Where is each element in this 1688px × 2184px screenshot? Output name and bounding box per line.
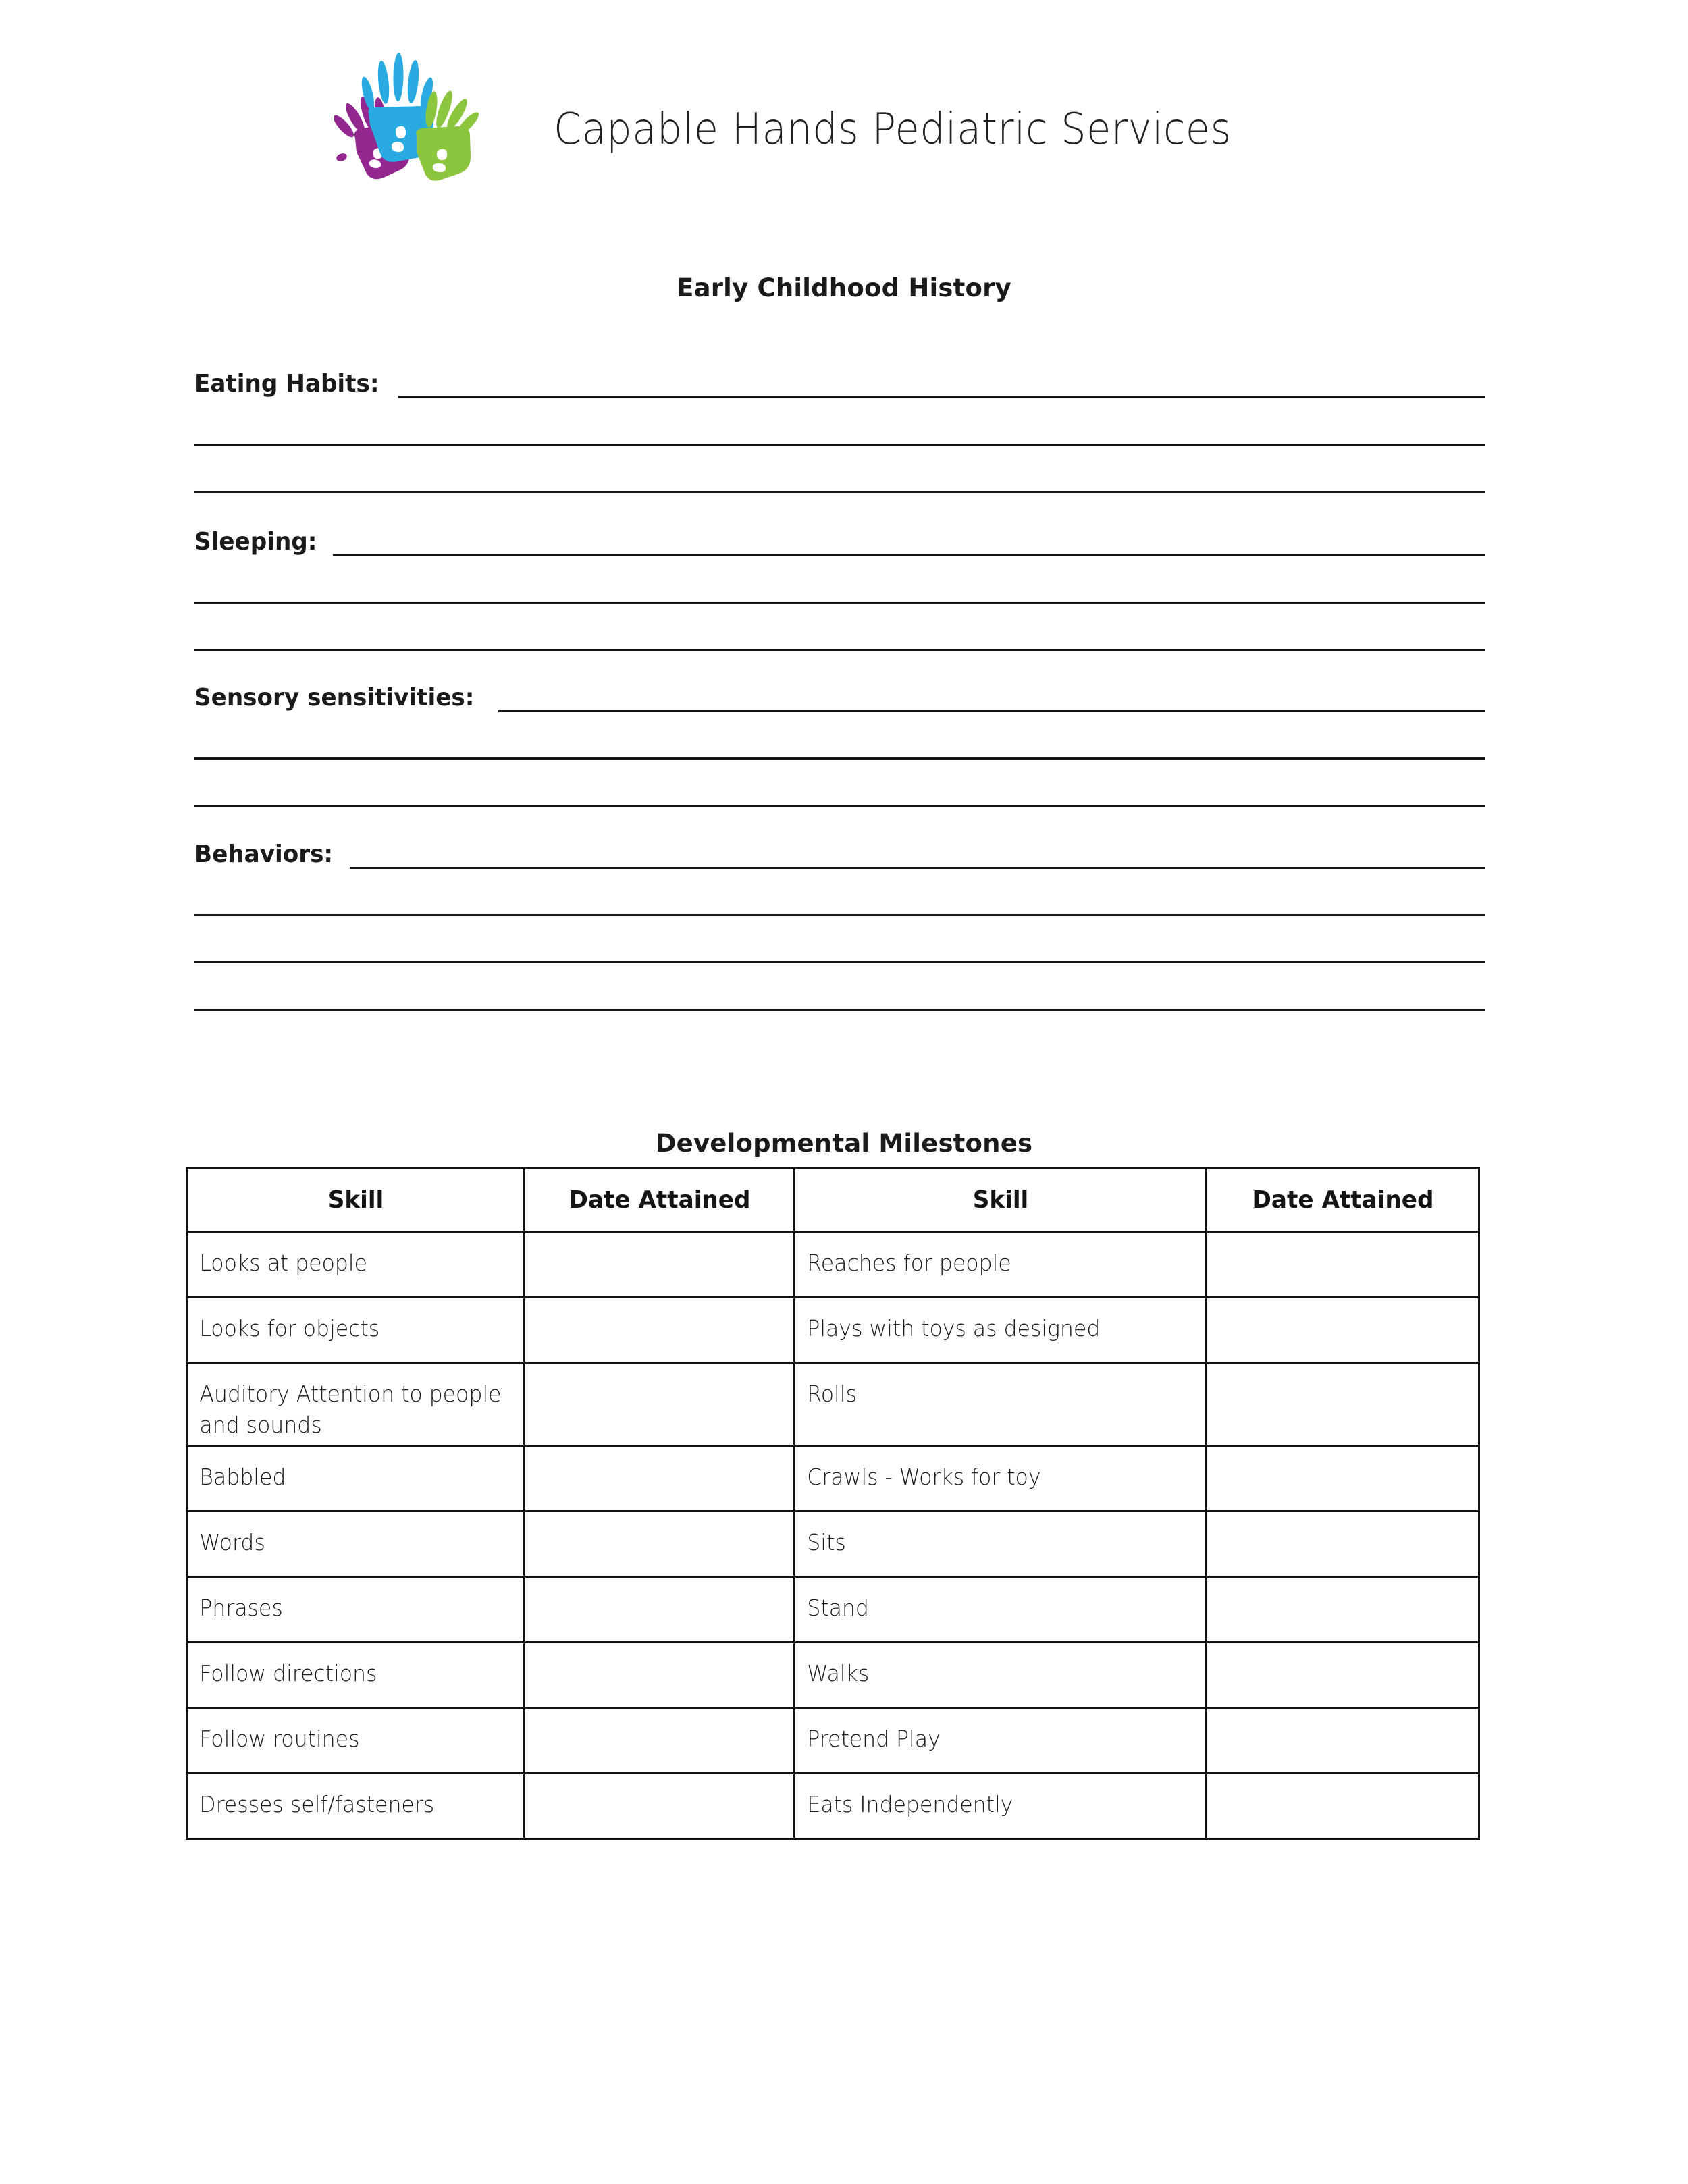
cell-skill-left-text: Follow directions bbox=[199, 1660, 377, 1686]
developmental-milestones-table bbox=[186, 1167, 1480, 1840]
cell-skill-left-text: Dresses self/fasteners bbox=[199, 1791, 435, 1817]
cell-skill-left bbox=[187, 1298, 525, 1363]
column-header-date-attained-left: Date Attained bbox=[531, 1168, 788, 1232]
cell-skill-right-text: Eats Independently bbox=[807, 1791, 1013, 1817]
cell-skill-right-text: Pretend Play bbox=[807, 1726, 941, 1752]
cell-date-attained-left-text bbox=[525, 1364, 783, 1379]
cell-date-attained-right[interactable] bbox=[1207, 1298, 1479, 1363]
cell-skill-left-text: Phrases bbox=[199, 1595, 283, 1621]
cell-skill-left bbox=[187, 1232, 525, 1298]
field-behaviors-row bbox=[194, 827, 1485, 869]
cell-date-attained-left-text bbox=[525, 1578, 783, 1593]
table-row bbox=[187, 1643, 1479, 1708]
cell-skill-left bbox=[187, 1708, 525, 1774]
cell-date-attained-left[interactable] bbox=[525, 1643, 795, 1708]
cell-date-attained-left-text bbox=[525, 1298, 783, 1313]
cell-skill-right bbox=[795, 1774, 1207, 1839]
cell-skill-right bbox=[795, 1363, 1207, 1446]
cell-date-attained-left[interactable] bbox=[525, 1708, 795, 1774]
cell-skill-left bbox=[187, 1774, 525, 1839]
table-row bbox=[187, 1708, 1479, 1774]
cell-skill-left-text: Auditory Attention to people and sounds bbox=[199, 1381, 502, 1438]
column-header-skill-left: Skill bbox=[195, 1168, 516, 1232]
cell-date-attained-right[interactable] bbox=[1207, 1232, 1479, 1298]
table-row bbox=[187, 1298, 1479, 1363]
cell-skill-right-text: Walks bbox=[807, 1660, 870, 1686]
table-body bbox=[187, 1232, 1479, 1839]
cell-date-attained-right[interactable] bbox=[1207, 1577, 1479, 1643]
section-heading-developmental-milestones: Developmental Milestones bbox=[655, 1129, 1033, 1158]
cell-skill-right bbox=[795, 1708, 1207, 1774]
column-header-date-attained-right: Date Attained bbox=[1213, 1168, 1473, 1232]
table-row bbox=[187, 1232, 1479, 1298]
three-handprints-logo-icon bbox=[334, 44, 479, 189]
cell-date-attained-left-text bbox=[525, 1447, 783, 1462]
field-behaviors bbox=[194, 827, 1485, 1011]
cell-date-attained-left[interactable] bbox=[525, 1446, 795, 1512]
cell-skill-right bbox=[795, 1577, 1207, 1643]
cell-date-attained-right-text bbox=[1207, 1512, 1467, 1527]
field-eating-habits bbox=[194, 356, 1485, 493]
field-eating-habits-input-rule[interactable] bbox=[398, 396, 1485, 398]
cell-skill-left-text: Words bbox=[199, 1529, 265, 1555]
field-sleeping bbox=[194, 514, 1485, 651]
cell-date-attained-left[interactable] bbox=[525, 1512, 795, 1577]
cell-date-attained-right[interactable] bbox=[1207, 1512, 1479, 1577]
cell-date-attained-left[interactable] bbox=[525, 1363, 795, 1446]
section-heading-early-childhood-history: Early Childhood History bbox=[677, 273, 1011, 302]
field-sleeping-extra-line-2[interactable] bbox=[194, 649, 1485, 651]
cell-date-attained-left[interactable] bbox=[525, 1298, 795, 1363]
cell-skill-left-text: Babbled bbox=[199, 1464, 286, 1490]
cell-date-attained-left[interactable] bbox=[525, 1577, 795, 1643]
cell-skill-right-text: Sits bbox=[807, 1529, 846, 1555]
cell-date-attained-left-text bbox=[525, 1643, 783, 1658]
cell-skill-right-text: Rolls bbox=[807, 1381, 857, 1407]
cell-date-attained-right-text bbox=[1207, 1298, 1467, 1313]
field-label-behaviors: Behaviors: bbox=[194, 841, 334, 868]
cell-date-attained-right-text bbox=[1207, 1233, 1467, 1248]
cell-skill-right bbox=[795, 1298, 1207, 1363]
field-label-eating-habits: Eating Habits: bbox=[194, 370, 379, 398]
cell-date-attained-left-text bbox=[525, 1709, 783, 1724]
cell-skill-left-text: Follow routines bbox=[199, 1726, 360, 1752]
cell-date-attained-left[interactable] bbox=[525, 1774, 795, 1839]
cell-skill-left-text: Looks for objects bbox=[199, 1315, 380, 1341]
cell-date-attained-right[interactable] bbox=[1207, 1774, 1479, 1839]
field-label-sleeping: Sleeping: bbox=[194, 528, 317, 556]
cell-date-attained-right-text bbox=[1207, 1578, 1467, 1593]
cell-date-attained-right[interactable] bbox=[1207, 1363, 1479, 1446]
field-sleeping-input-rule[interactable] bbox=[333, 554, 1485, 556]
cell-skill-right-text: Reaches for people bbox=[807, 1250, 1011, 1276]
cell-skill-left bbox=[187, 1363, 525, 1446]
cell-date-attained-right-text bbox=[1207, 1774, 1467, 1789]
field-eating-habits-row bbox=[194, 356, 1485, 398]
table-head bbox=[187, 1168, 1479, 1232]
cell-skill-right bbox=[795, 1446, 1207, 1512]
letterhead bbox=[0, 37, 1688, 192]
cell-skill-right-text: Crawls - Works for toy bbox=[807, 1464, 1041, 1490]
cell-date-attained-right-text bbox=[1207, 1447, 1467, 1462]
field-sensory-sensitivities bbox=[194, 670, 1485, 807]
cell-skill-right-text: Plays with toys as designed bbox=[807, 1315, 1101, 1341]
table-row bbox=[187, 1577, 1479, 1643]
field-sleeping-row bbox=[194, 514, 1485, 556]
field-behaviors-input-rule[interactable] bbox=[350, 867, 1485, 869]
cell-skill-right-text: Stand bbox=[807, 1595, 869, 1621]
cell-date-attained-left-text bbox=[525, 1233, 783, 1248]
table-row bbox=[187, 1446, 1479, 1512]
cell-skill-left bbox=[187, 1577, 525, 1643]
table-row bbox=[187, 1512, 1479, 1577]
cell-date-attained-left-text bbox=[525, 1512, 783, 1527]
cell-skill-left-text: Looks at people bbox=[199, 1250, 367, 1276]
field-sensory-sensitivities-input-rule[interactable] bbox=[498, 710, 1485, 712]
cell-date-attained-right[interactable] bbox=[1207, 1708, 1479, 1774]
column-header-skill-right: Skill bbox=[805, 1168, 1196, 1232]
cell-skill-left bbox=[187, 1643, 525, 1708]
field-label-sensory-sensitivities: Sensory sensitivities: bbox=[194, 684, 475, 712]
field-eating-habits-extra-line-2[interactable] bbox=[194, 491, 1485, 493]
cell-skill-right bbox=[795, 1643, 1207, 1708]
cell-date-attained-right-text bbox=[1207, 1643, 1467, 1658]
cell-skill-left bbox=[187, 1512, 525, 1577]
cell-skill-left bbox=[187, 1446, 525, 1512]
cell-date-attained-right[interactable] bbox=[1207, 1643, 1479, 1708]
organization-title: Capable Hands Pediatric Services bbox=[554, 105, 1232, 155]
cell-date-attained-right[interactable] bbox=[1207, 1446, 1479, 1512]
cell-skill-right bbox=[795, 1232, 1207, 1298]
table-header-row bbox=[187, 1168, 1479, 1232]
table-row bbox=[187, 1774, 1479, 1839]
cell-skill-right bbox=[795, 1512, 1207, 1577]
cell-date-attained-left[interactable] bbox=[525, 1232, 795, 1298]
field-sensory-sensitivities-row bbox=[194, 670, 1485, 712]
table-row bbox=[187, 1363, 1479, 1446]
field-behaviors-extra-line-3[interactable] bbox=[194, 1009, 1485, 1011]
cell-date-attained-left-text bbox=[525, 1774, 783, 1789]
cell-date-attained-right-text bbox=[1207, 1364, 1467, 1379]
cell-date-attained-right-text bbox=[1207, 1709, 1467, 1724]
field-sensory-sensitivities-extra-line-2[interactable] bbox=[194, 805, 1485, 807]
